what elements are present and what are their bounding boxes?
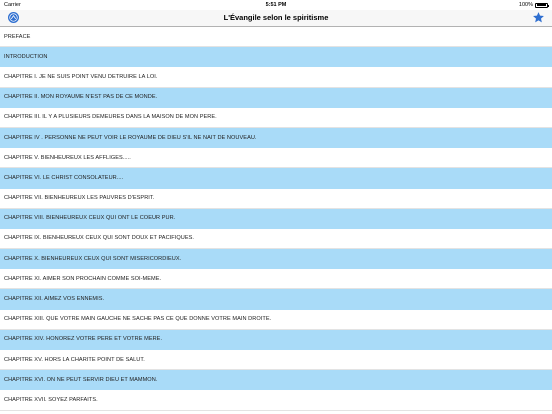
clock: 5:51 PM <box>265 2 287 8</box>
status-bar <box>0 0 552 10</box>
chapter-row[interactable]: CHAPITRE I. JE NE SUIS POINT VENU DETRUIRE LA LOI. <box>0 67 552 87</box>
page-title: L'Évangile selon le spiritisme <box>223 13 329 22</box>
chapter-row[interactable]: CHAPITRE III. IL Y A PLUSIEURS DEMEURES DANS LA MAISON DE MON PERE. <box>0 108 552 128</box>
chapter-row[interactable]: CHAPITRE XIII. QUE VOTRE MAIN GAUCHE NE SACHE PAS CE QUE DONNE VOTRE MAIN DROITE. <box>0 310 552 330</box>
chapter-row[interactable]: CHAPITRE V. BIENHEUREUX LES AFFLIGES..... <box>0 148 552 168</box>
chapter-row[interactable]: PREFACE <box>0 27 552 47</box>
star-icon[interactable] <box>532 11 545 24</box>
chapter-row[interactable]: CHAPITRE II. MON ROYAUME N'EST PAS DE CE MONDE. <box>0 88 552 108</box>
chapter-row[interactable]: CHAPITRE IX. BIENHEUREUX CEUX QUI SONT DOUX ET PACIFIQUES. <box>0 229 552 249</box>
chapter-row[interactable]: CHAPITRE X. BIENHEUREUX CEUX QUI SONT MISERICORDIEUX. <box>0 249 552 269</box>
chapter-row[interactable]: CHAPITRE VI. LE CHRIST CONSOLATEUR.... <box>0 168 552 188</box>
chapter-row[interactable]: CHAPITRE XI. AIMER SON PROCHAIN COMME SOI-MEME. <box>0 269 552 289</box>
battery-percent: 100% <box>518 2 533 8</box>
battery-icon <box>535 3 548 8</box>
chapter-list <box>0 27 552 411</box>
chapter-row[interactable]: CHAPITRE VIII. BIENHEUREUX CEUX QUI ONT LE COEUR PUR. <box>0 209 552 229</box>
carrier-label: Carrier <box>4 2 21 8</box>
chapter-row[interactable]: CHAPITRE XIV. HONOREZ VOTRE PERE ET VOTRE MERE. <box>0 330 552 350</box>
chapter-row[interactable]: INTRODUCTION <box>0 47 552 67</box>
chapter-row[interactable]: CHAPITRE XV. HORS LA CHARITE POINT DE SALUT. <box>0 350 552 370</box>
chapter-row[interactable]: CHAPITRE XVII. SOYEZ PARFAITS. <box>0 390 552 410</box>
navigation-bar <box>0 10 552 27</box>
chapter-row[interactable]: CHAPITRE XII. AIMEZ VOS ENNEMIS. <box>0 289 552 309</box>
chapter-row[interactable]: CHAPITRE IV . PERSONNE NE PEUT VOIR LE ROYAUME DE DIEU S'IL NE NAIT DE NOUVEAU. <box>0 128 552 148</box>
chapter-row[interactable]: CHAPITRE XVI. ON NE PEUT SERVIR DIEU ET MAMMON. <box>0 370 552 390</box>
battery-indicator <box>519 2 548 8</box>
chapter-row[interactable]: CHAPITRE VII. BIENHEUREUX LES PAUVRES D'ESPRIT. <box>0 189 552 209</box>
